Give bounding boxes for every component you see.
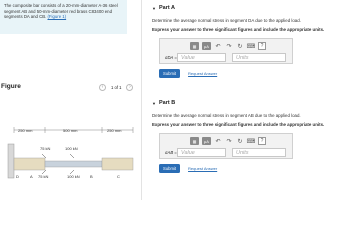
pt-B: B (90, 174, 93, 179)
keyboard-icon[interactable]: ⌨ (246, 43, 256, 50)
load2-bottom-text: 100 kN (67, 174, 80, 179)
template-button[interactable]: ▦ (190, 137, 199, 145)
part-a-header[interactable] (152, 5, 348, 11)
undo-icon[interactable]: ↶ (215, 138, 221, 145)
load2-top-text: 100 kN (65, 146, 78, 151)
part-a-actions (159, 69, 348, 78)
prev-figure-icon[interactable]: ‹ (99, 84, 106, 91)
figure-link[interactable]: (Figure 1) (47, 14, 67, 20)
redo-icon[interactable]: ↷ (226, 138, 232, 145)
caret-down-icon: ▼ (152, 100, 156, 106)
composite-bar-figure (0, 120, 140, 190)
help-button[interactable]: ? (258, 137, 266, 145)
units-button[interactable]: μA (202, 42, 211, 50)
part-b-request-answer-link[interactable]: Request Answer (188, 166, 218, 171)
part-a-toolbar (190, 42, 266, 50)
part-b-actions (159, 164, 348, 173)
part-a-title: Part A (158, 5, 175, 11)
part-a-request-answer-link[interactable]: Request Answer (188, 71, 218, 76)
segment-CB (102, 158, 133, 170)
part-b-header[interactable] (152, 100, 348, 106)
part-b-title: Part B (158, 100, 176, 106)
pt-C: C (117, 174, 120, 179)
part-b-symbol: σAB = (165, 150, 177, 155)
units-button[interactable]: μA (202, 137, 211, 145)
redo-icon[interactable]: ↷ (226, 43, 232, 50)
part-a-submit-button[interactable]: Submit (159, 69, 180, 78)
part-a-section (152, 5, 348, 78)
part-a-question: Determine the average normal stress in segment DA due to the applied load. (152, 18, 301, 23)
part-a-units-input[interactable]: Units (232, 53, 286, 62)
template-button[interactable]: ▦ (190, 42, 199, 50)
dim-mid-text: 500 mm (63, 128, 78, 133)
pt-A: A (30, 174, 33, 179)
problem-text: The composite bar consists of a 20-mm-diameter A-36 steel segment AB and 50-mm-diameter red brass C83400 end segments DA and CB. (4, 3, 118, 20)
reset-icon[interactable]: ↻ (237, 138, 243, 145)
wall-left (8, 144, 14, 178)
next-figure-icon[interactable]: › (126, 84, 133, 91)
dim-left-text: 250 mm (18, 128, 33, 133)
caret-down-icon: ▼ (152, 5, 156, 11)
load1-bottom-text: 75 kN (38, 174, 49, 179)
part-a-value-input[interactable]: Value (177, 53, 226, 62)
part-b-section (152, 100, 348, 173)
keyboard-icon[interactable]: ⌨ (246, 138, 256, 145)
panel-divider (141, 0, 142, 200)
segment-AB (45, 161, 102, 167)
part-b-value-input[interactable]: Value (177, 148, 226, 157)
part-a-instruction: Express your answer to three significant figures and include the appropriate units. (152, 27, 325, 32)
reset-icon[interactable]: ↻ (237, 43, 243, 50)
part-a-answer-box (159, 38, 293, 64)
load1-top-text: 75 kN (40, 146, 51, 151)
part-b-question: Determine the average normal stress in segment AB due to the applied load. (152, 113, 301, 118)
pager-text: 1 of 1 (111, 84, 122, 90)
problem-statement (0, 0, 127, 34)
part-b-answer-box (159, 133, 293, 159)
part-b-units-input[interactable]: Units (232, 148, 286, 157)
figure-label: Figure (1, 83, 21, 90)
dim-right-text: 250 mm (107, 128, 122, 133)
undo-icon[interactable]: ↶ (215, 43, 221, 50)
part-b-toolbar (190, 137, 266, 145)
pt-D: D (16, 174, 19, 179)
part-a-symbol: σDA = (165, 55, 177, 60)
part-b-instruction: Express your answer to three significant figures and include the appropriate units. (152, 122, 325, 127)
help-button[interactable]: ? (258, 42, 266, 50)
part-b-submit-button[interactable]: Submit (159, 164, 180, 173)
segment-DA (14, 158, 45, 170)
figure-pager (99, 83, 139, 91)
